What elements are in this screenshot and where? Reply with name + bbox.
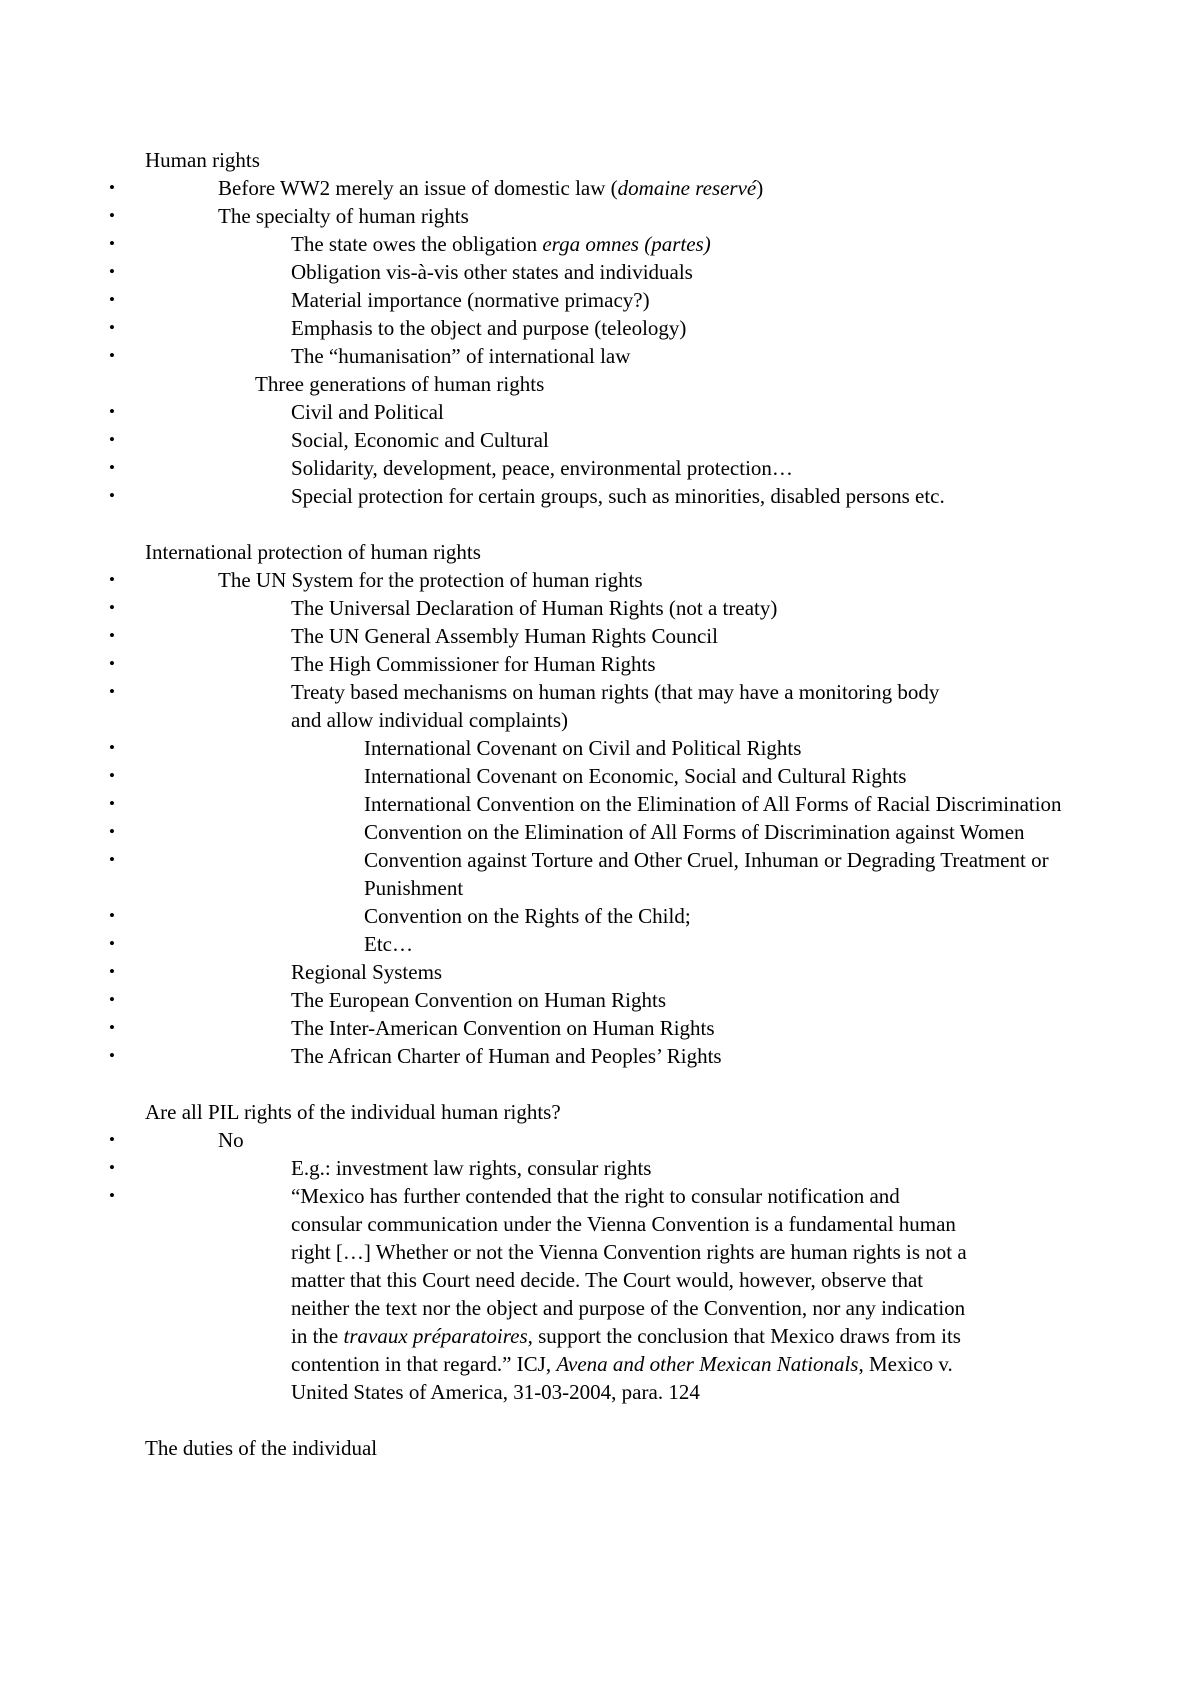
list-item-civil-political: • Civil and Political <box>145 398 1065 426</box>
section-heading-duties: The duties of the individual <box>145 1436 378 1460</box>
list-item-social-economic: • Social, Economic and Cultural <box>145 426 1065 454</box>
list-item-object-purpose: • Emphasis to the object and purpose (teleology) <box>145 314 1065 342</box>
section-heading-pil-rights: Are all PIL rights of the individual human rights? <box>145 1100 561 1124</box>
list-item-obligation: • Obligation vis-à-vis other states and individuals <box>145 258 1065 286</box>
quote-italic: travaux préparatoires <box>343 1324 528 1348</box>
list-item-echr: • The European Convention on Human Rights <box>145 986 1065 1014</box>
list-item-humanisation: • The “humanisation” of international law <box>145 342 1065 370</box>
quote-part: “Mexico has further contended that the right to consular notification and consular communication under the Vienna Convention is a fundamental human right […] Whether or not the Vienna Convention rights are human rights is not a matter that this Court need decide. The Court would, however, observe that neither the text nor the object and purpose of the Convention, nor any indication in the <box>291 1184 967 1348</box>
item-text: Before WW2 merely an issue of domestic law ( <box>218 176 618 200</box>
list-item-achpr: • The African Charter of Human and Peoples’ Rights <box>145 1042 1065 1070</box>
spacer <box>145 1070 1065 1098</box>
list-item-special-protection: • Special protection for certain groups, such as minorities, disabled persons etc. <box>145 482 1065 510</box>
list-item-erga-omnes <box>145 230 1065 258</box>
item-text: The state owes the obligation <box>291 232 543 256</box>
human-rights-list <box>145 174 1065 510</box>
quote-part: , Mexico v. United States of America, 31-03-2004, para. 124 <box>291 1352 953 1404</box>
quote-text <box>291 1182 971 1406</box>
generations-label: Three generations of human rights <box>255 372 545 396</box>
list-item-avena-quote <box>145 1182 1065 1406</box>
item-text: • Convention against Torture and Other Cruel, Inhuman or Degrading Treatment or Punishment <box>364 848 1049 900</box>
list-item-iachr: • The Inter-American Convention on Human Rights <box>145 1014 1065 1042</box>
list-item-domestic-law <box>145 174 1065 202</box>
list-item-no: • No <box>145 1126 1065 1154</box>
list-item-icerd <box>145 790 1065 818</box>
item-text: • International Convention on the Elimination of All Forms of Racial Discrimination <box>364 792 1062 816</box>
list-item-treaty-mechanisms <box>145 678 1065 734</box>
list-item-solidarity: • Solidarity, development, peace, environmental protection… <box>145 454 1065 482</box>
list-item-hrc: • The UN General Assembly Human Rights Council <box>145 622 1065 650</box>
list-item-cat <box>145 846 1065 902</box>
item-text-end: ) <box>756 176 764 200</box>
list-item-cedaw <box>145 818 1065 846</box>
list-item-specialty: • The specialty of human rights <box>145 202 1065 230</box>
item-italic-text: domaine reservé <box>617 176 757 200</box>
list-item-material-importance: • Material importance (normative primacy?) <box>145 286 1065 314</box>
list-item-un-system: • The UN System for the protection of human rights <box>145 566 1065 594</box>
item-italic-text: erga omnes (partes) <box>542 232 711 256</box>
list-item-iccpr: • International Covenant on Civil and Political Rights <box>145 734 1065 762</box>
pil-rights-list <box>145 1126 1065 1406</box>
quote-part: , support the conclusion that Mexico draws from its contention in that regard.” ICJ, <box>291 1324 961 1376</box>
list-item-crc: • Convention on the Rights of the Child; <box>145 902 1065 930</box>
section-heading-human-rights: Human rights <box>145 148 260 172</box>
section-heading-international-protection: International protection of human rights <box>145 540 481 564</box>
spacer <box>145 510 1065 538</box>
international-protection-list <box>145 566 1065 1070</box>
item-text: • Convention on the Elimination of All Forms of Discrimination against Women <box>364 820 1025 844</box>
list-item-regional-systems: • Regional Systems <box>145 958 1065 986</box>
quote-italic: Avena and other Mexican Nationals <box>556 1352 859 1376</box>
list-item-high-commissioner: • The High Commissioner for Human Rights <box>145 650 1065 678</box>
list-item-icescr: • International Covenant on Economic, Social and Cultural Rights <box>145 762 1065 790</box>
document-content <box>145 146 1065 1462</box>
spacer <box>145 1406 1065 1434</box>
list-item-etc: • Etc… <box>145 930 1065 958</box>
list-item-udhr: • The Universal Declaration of Human Rights (not a treaty) <box>145 594 1065 622</box>
item-text: • Treaty based mechanisms on human rights (that may have a monitoring body and allow individual complaints) <box>291 680 940 732</box>
list-item-example: • E.g.: investment law rights, consular rights <box>145 1154 1065 1182</box>
